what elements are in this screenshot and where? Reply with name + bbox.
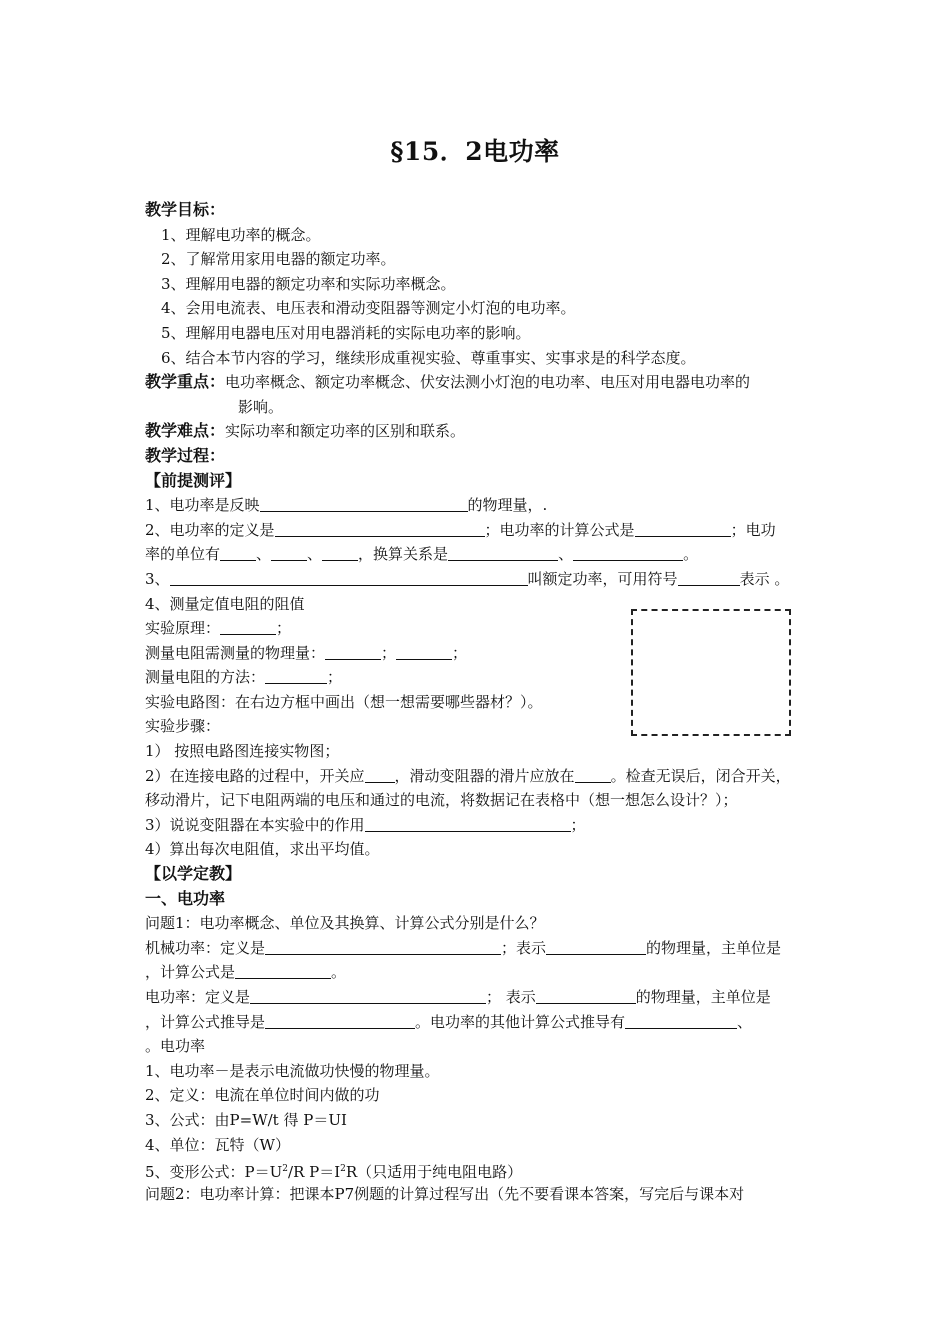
fill-blank[interactable] [365, 815, 571, 832]
question-text: 表示 。 [739, 569, 790, 588]
learn-heading: 【以学定教】 [145, 864, 242, 884]
fill-blank[interactable] [260, 495, 468, 512]
question-text: ；电功 [730, 520, 776, 539]
question-3 [145, 567, 815, 592]
objective-item: 2、了解常用家用电器的额定功率。 [161, 250, 396, 269]
fill-blank[interactable] [365, 766, 395, 783]
steps-label: 实验步骤： [145, 717, 221, 736]
question-text: 。电功率的其他计算公式推导有 [415, 1012, 626, 1031]
separator: 、 [256, 545, 272, 564]
process-heading: 教学过程： [145, 445, 226, 465]
definition-4: 4、单位：瓦特（W） [145, 1135, 290, 1154]
definition-1: 1、电功率－是表示电流做功快慢的物理量。 [145, 1061, 440, 1080]
exponent: 2 [282, 1164, 289, 1175]
fill-blank[interactable] [678, 569, 740, 586]
step-2-continued: 移动滑片，记下电阻两端的电压和通过的电流，将数据记在表格中（想一想怎么设计？）； [145, 791, 738, 810]
fill-blank[interactable] [322, 544, 358, 561]
question-text: 率的单位有 [145, 545, 221, 564]
question-text: 2、电功率的定义是 [145, 520, 275, 539]
question-text: 的物理量，主单位是 [635, 988, 771, 1006]
measurement-method [145, 665, 815, 690]
question-text: 叫额定功率，可用符号 [527, 569, 678, 588]
fill-blank[interactable] [271, 544, 307, 561]
circuit-instruction: 实验电路图：在右边方框中画出（想一想需要哪些器材？）。 [145, 692, 543, 711]
question-text: 1、电功率是反映 [145, 496, 260, 515]
question-4-title: 4、测量定值电阻的阻值 [145, 594, 305, 613]
question-text: 3）说说变阻器在本实验中的作用 [145, 815, 365, 834]
question-text: 的物理量，主单位是 [646, 938, 782, 957]
electric-power-label: 。电功率 [145, 1037, 206, 1056]
fill-blank[interactable] [220, 544, 256, 561]
objective-item: 3、理解用电器的额定功率和实际功率概念。 [161, 274, 456, 293]
question-text: 的物理量，. [467, 496, 548, 515]
question-text: 电功率：定义是 [145, 988, 251, 1006]
fill-blank[interactable] [250, 987, 486, 1004]
section-1-heading: 一、电功率 [145, 888, 226, 908]
separator: ； [381, 643, 397, 662]
key-points [145, 370, 815, 395]
question-text: ，换算关系是 [358, 545, 449, 564]
fill-blank[interactable] [546, 938, 646, 955]
question-text: 测量电阻的方法： [145, 668, 266, 687]
experiment-principle [145, 616, 815, 641]
question-text: 3、 [145, 569, 170, 588]
mechanical-power-continued [145, 960, 815, 985]
fill-blank[interactable] [448, 544, 558, 561]
fill-blank[interactable] [396, 643, 452, 660]
objective-item: 6、结合本节内容的学习，继续形成重视实验、尊重事实、实事求是的科学态度。 [161, 348, 696, 367]
fill-blank[interactable] [625, 1012, 737, 1029]
question-text: 。 [683, 545, 699, 564]
exponent: 2 [340, 1164, 346, 1175]
question-text: 机械功率：定义是 [145, 938, 266, 957]
difficulty [145, 419, 815, 444]
key-points-continued: 影响。 [238, 397, 284, 416]
separator: 、 [558, 545, 574, 564]
fill-blank[interactable] [265, 667, 327, 684]
question-text: ，计算公式是 [145, 963, 236, 982]
question-1 [145, 493, 815, 518]
question-text: ；电功率的计算公式是 [484, 520, 635, 539]
objective-item: 1、理解电功率的概念。 [161, 225, 321, 244]
definition-5 [145, 1157, 815, 1182]
fill-blank[interactable] [575, 766, 611, 783]
key-points-label: 教学重点： [145, 372, 226, 392]
difficulty-label: 教学难点： [145, 421, 226, 441]
question-text: ，计算公式推导是 [145, 1012, 266, 1031]
separator: 、 [737, 1012, 753, 1031]
mechanical-power [145, 936, 815, 961]
question-2 [145, 518, 815, 543]
fill-blank[interactable] [265, 938, 501, 955]
step-2 [145, 764, 815, 789]
step-3 [145, 813, 815, 838]
fill-blank[interactable] [170, 569, 528, 586]
fill-blank[interactable] [536, 987, 636, 1004]
fill-blank[interactable] [220, 618, 276, 635]
fill-blank[interactable] [265, 1012, 415, 1029]
fill-blank[interactable] [635, 520, 731, 537]
problem-2: 问题2：电功率计算：把课本P7例题的计算过程写出（先不要看课本答案，写完后与课本对 [145, 1184, 745, 1203]
separator: ； [452, 643, 468, 662]
step-1: 1） 按照电路图连接实物图； [145, 742, 340, 761]
separator: ； [276, 619, 292, 638]
separator: 、 [307, 545, 323, 564]
step-4: 4）算出每次电阻值，求出平均值。 [145, 840, 380, 859]
document-body [145, 198, 815, 1206]
measured-quantities [145, 641, 815, 666]
fill-blank[interactable] [275, 520, 485, 537]
formula-text: /R P＝I [288, 1163, 341, 1182]
separator: ； [327, 668, 343, 687]
fill-blank[interactable] [325, 643, 381, 660]
question-text: 2）在连接电路的过程中，开关应 [145, 766, 365, 785]
separator: ； [570, 815, 586, 834]
question-2-continued [145, 542, 815, 567]
fill-blank[interactable] [235, 962, 331, 979]
question-text: 测量电阻需测量的物理量： [145, 643, 326, 662]
electric-power [145, 985, 815, 1010]
difficulty-text: 实际功率和额定功率的区别和联系。 [225, 422, 466, 441]
formula-text: R（只适用于纯电阻电路） [345, 1163, 523, 1182]
key-points-text: 电功率概念、额定功率概念、伏安法测小灯泡的电功率、电压对用电器电功率的 [225, 373, 751, 392]
question-text: 。 [331, 963, 347, 982]
question-text: 。检查无误后，闭合开关， [610, 766, 791, 785]
objective-item: 5、理解用电器电压对用电器消耗的实际电功率的影响。 [161, 323, 531, 342]
problem-1: 问题1：电功率概念、单位及其换算、计算公式分别是什么？ [145, 914, 545, 933]
question-text: 实验原理： [145, 619, 221, 638]
definition-2: 2、定义：电流在单位时间内做的功 [145, 1086, 380, 1105]
pretest-heading: 【前提测评】 [145, 470, 242, 490]
objective-item: 4、会用电流表、电压表和滑动变阻器等测定小灯泡的电功率。 [161, 299, 576, 318]
question-text: ，滑动变阻器的滑片应放在 [394, 766, 575, 785]
question-text: ； 表示 [486, 988, 536, 1006]
formula-text: 5、变形公式：P＝U [145, 1163, 283, 1182]
page-title: §15．2电功率 [390, 137, 560, 166]
objectives-heading: 教学目标： [145, 200, 226, 219]
electric-power-continued [145, 1010, 815, 1035]
fill-blank[interactable] [573, 544, 683, 561]
question-text: ；表示 [501, 938, 547, 957]
definition-3: 3、公式：由P=W/t 得 P＝UI [145, 1110, 347, 1129]
